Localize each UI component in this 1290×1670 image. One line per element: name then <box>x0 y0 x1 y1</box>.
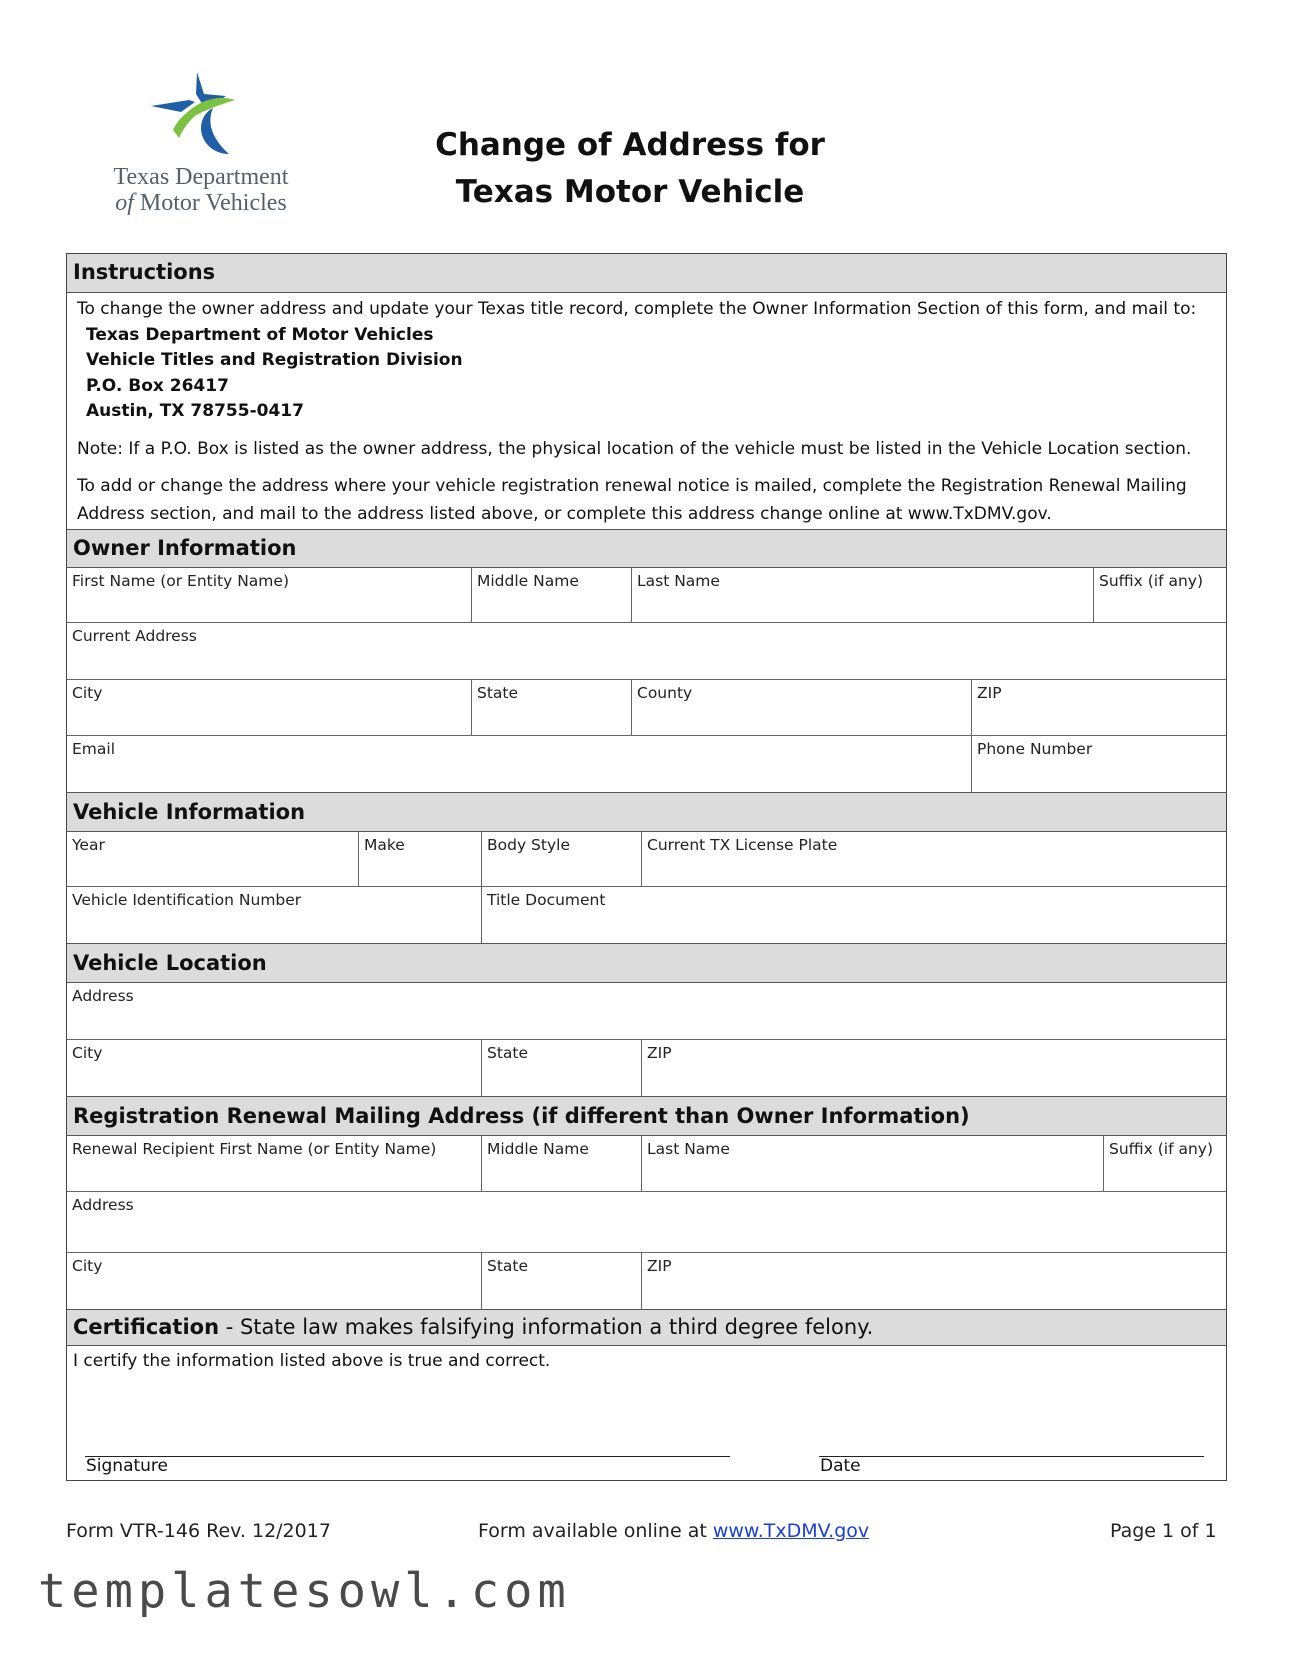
vehicle-year-field[interactable]: Year <box>67 832 359 886</box>
owner-city-row <box>67 680 1226 736</box>
vehicle-make-field[interactable]: Make <box>359 832 482 886</box>
po-box-note: Note: If a P.O. Box is listed as the owner address, the physical location of the vehicle must be listed in the Vehicle Location section. <box>77 438 1192 459</box>
signature-label: Signature <box>86 1456 169 1476</box>
renewal-address-field[interactable]: Address <box>72 1196 134 1214</box>
certification-title: Certification <box>73 1315 220 1339</box>
certification-warning: - State law makes falsifying information a third degree felony. <box>219 1315 874 1339</box>
mail-address-line: Vehicle Titles and Registration Division <box>86 350 463 370</box>
location-address-field[interactable]: Address <box>72 987 134 1005</box>
txdmv-logo <box>96 72 306 222</box>
owner-contact-row <box>67 736 1226 792</box>
renewal-heading: Registration Renewal Mailing Address (if different than Owner Information) <box>67 1096 1226 1136</box>
location-city-field[interactable]: City <box>67 1040 482 1096</box>
address-change-form <box>66 253 1227 1481</box>
instructions-heading: Instructions <box>67 254 1226 293</box>
owner-email-field[interactable]: Email <box>67 736 972 792</box>
certification-statement: I certify the information listed above is true and correct. <box>73 1351 551 1371</box>
vehicle-plate-field[interactable]: Current TX License Plate <box>647 836 838 854</box>
owner-middle-name-field[interactable]: Middle Name <box>472 568 632 622</box>
vehicle-row-2 <box>67 887 1226 943</box>
location-zip-field[interactable]: ZIP <box>647 1044 672 1062</box>
vehicle-row-1 <box>67 832 1226 887</box>
page-title <box>420 122 840 216</box>
owner-phone-field[interactable]: Phone Number <box>977 740 1093 758</box>
renewal-city-row <box>67 1253 1226 1309</box>
owner-suffix-field[interactable]: Suffix (if any) <box>1099 572 1204 590</box>
logo-motor-vehicles: Motor Vehicles <box>133 190 287 216</box>
location-address-row <box>67 983 1226 1040</box>
owner-state-field[interactable]: State <box>472 680 632 735</box>
renewal-city-field[interactable]: City <box>67 1253 482 1309</box>
txdmv-link[interactable]: www.TxDMV.gov <box>712 1520 870 1542</box>
logo-of: of <box>115 190 134 216</box>
online-availability <box>478 1520 869 1542</box>
owner-last-name-field[interactable]: Last Name <box>632 568 1094 622</box>
location-state-field[interactable]: State <box>482 1040 642 1096</box>
star-logo-icon <box>151 72 251 162</box>
logo-line-1: Texas Department <box>113 164 289 190</box>
owner-county-field[interactable]: County <box>632 680 972 735</box>
renewal-address-row <box>67 1192 1226 1253</box>
renewal-first-name-field[interactable]: Renewal Recipient First Name (or Entity Name) <box>67 1136 482 1191</box>
date-label: Date <box>820 1456 861 1476</box>
watermark: templatesowl.com <box>38 1564 571 1619</box>
instructions-intro: To change the owner address and update your Texas title record, complete the Owner Information Section of this form, and mail to: <box>77 299 1197 319</box>
owner-name-row <box>67 568 1226 623</box>
owner-city-field[interactable]: City <box>67 680 472 735</box>
page-number: Page 1 of 1 <box>1110 1520 1217 1542</box>
owner-zip-field[interactable]: ZIP <box>977 684 1002 702</box>
certification-heading <box>67 1309 1226 1346</box>
mail-address-line: Austin, TX 78755-0417 <box>86 401 304 421</box>
renewal-zip-field[interactable]: ZIP <box>647 1257 672 1275</box>
renewal-instruction: To add or change the address where your vehicle registration renewal notice is mailed, complete the Registration Renewal Mailing Address section, and mail to the address listed above, or complete this address change online at www.TxDMV.gov. <box>77 476 1187 524</box>
mail-address-line: Texas Department of Motor Vehicles <box>86 324 434 345</box>
mail-address-line: P.O. Box 26417 <box>86 375 229 396</box>
vehicle-vin-field[interactable]: Vehicle Identification Number <box>67 887 482 943</box>
renewal-middle-name-field[interactable]: Middle Name <box>482 1136 642 1191</box>
owner-current-address-field[interactable]: Current Address <box>72 627 197 645</box>
owner-heading: Owner Information <box>67 529 1226 568</box>
form-id: Form VTR-146 Rev. 12/2017 <box>66 1520 331 1542</box>
renewal-state-field[interactable]: State <box>482 1253 642 1309</box>
owner-first-name-field[interactable]: First Name (or Entity Name) <box>67 568 472 622</box>
certification-body <box>67 1346 1226 1480</box>
owner-address-row <box>67 623 1226 680</box>
page-header <box>0 0 1290 250</box>
logo-wordmark <box>96 164 306 216</box>
renewal-suffix-field[interactable]: Suffix (if any) <box>1109 1140 1214 1158</box>
location-heading: Vehicle Location <box>67 943 1226 983</box>
instructions-body <box>67 293 1226 529</box>
renewal-last-name-field[interactable]: Last Name <box>642 1136 1104 1191</box>
online-prefix: Form available online at <box>478 1520 713 1542</box>
renewal-name-row <box>67 1136 1226 1192</box>
title-line-1: Change of Address for <box>435 127 825 163</box>
title-line-2: Texas Motor Vehicle <box>455 174 805 210</box>
signature-line[interactable] <box>85 1436 730 1457</box>
vehicle-heading: Vehicle Information <box>67 792 1226 832</box>
vehicle-body-style-field[interactable]: Body Style <box>482 832 642 886</box>
date-line[interactable] <box>819 1436 1204 1457</box>
location-city-row <box>67 1040 1226 1096</box>
vehicle-title-document-field[interactable]: Title Document <box>487 891 606 909</box>
logo-line-2 <box>96 190 306 216</box>
